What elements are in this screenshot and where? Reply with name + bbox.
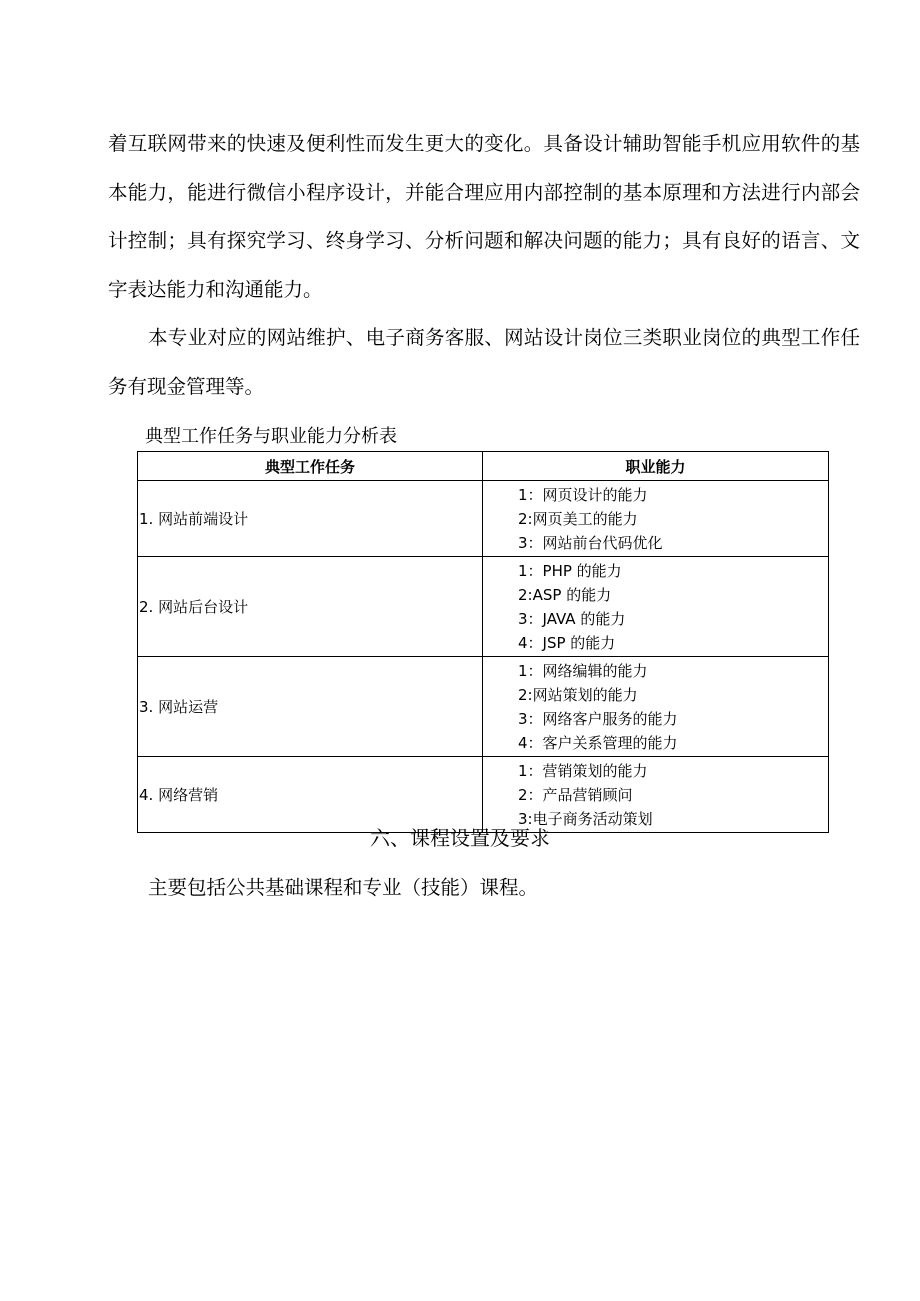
ability-item: 2：产品营销顾问	[518, 786, 633, 804]
header-task: 典型工作任务	[138, 452, 483, 481]
task-cell: 1. 网站前端设计	[138, 481, 483, 557]
body-paragraph: 主要包括公共基础课程和专业（技能）课程。	[148, 876, 539, 899]
ability-item: 1：网络编辑的能力	[518, 662, 648, 680]
ability-item: 3:电子商务活动策划	[518, 810, 653, 828]
table-row	[138, 757, 829, 833]
table-row	[138, 657, 829, 757]
ability-item: 1：营销策划的能力	[518, 762, 648, 780]
body-paragraph: 着互联网带来的快速及便利性而发生更大的变化。具备设计辅助智能手机应用软件的基本能力，能进行微信小程序设计，并能合理应用内部控制的基本原理和方法进行内部会计控制；具有探究学习、终身学习、分析问题和解决问题的能力；具有良好的语言、文字表达能力和沟通能力。	[108, 132, 860, 301]
ability-item: 4：JSP 的能力	[518, 634, 616, 652]
ability-item: 1：网页设计的能力	[518, 486, 648, 504]
body-paragraph: 本专业对应的网站维护、电子商务客服、网站设计岗位三类职业岗位的典型工作任务有现金管理等。	[108, 326, 860, 398]
table-header-row	[138, 452, 829, 481]
ability-item: 4：客户关系管理的能力	[518, 734, 678, 752]
ability-item: 2:网页美工的能力	[518, 510, 638, 528]
ability-item: 3：网站前台代码优化	[518, 534, 663, 552]
ability-cell	[483, 757, 829, 833]
task-cell: 4. 网络营销	[138, 757, 483, 833]
ability-item: 3：网络客户服务的能力	[518, 710, 678, 728]
ability-item: 3：JAVA 的能力	[518, 610, 626, 628]
ability-item: 1：PHP 的能力	[518, 562, 622, 580]
ability-cell	[483, 557, 829, 657]
task-cell: 2. 网站后台设计	[138, 557, 483, 657]
table-row	[138, 557, 829, 657]
header-ability: 职业能力	[483, 452, 829, 481]
table-row	[138, 481, 829, 557]
ability-cell	[483, 481, 829, 557]
task-ability-table	[137, 451, 829, 833]
table-caption: 典型工作任务与职业能力分析表	[145, 426, 397, 447]
ability-item: 2:网站策划的能力	[518, 686, 638, 704]
ability-item: 2:ASP 的能力	[518, 586, 612, 604]
ability-cell	[483, 657, 829, 757]
task-cell: 3. 网站运营	[138, 657, 483, 757]
section-heading: 六、课程设置及要求	[370, 826, 550, 850]
